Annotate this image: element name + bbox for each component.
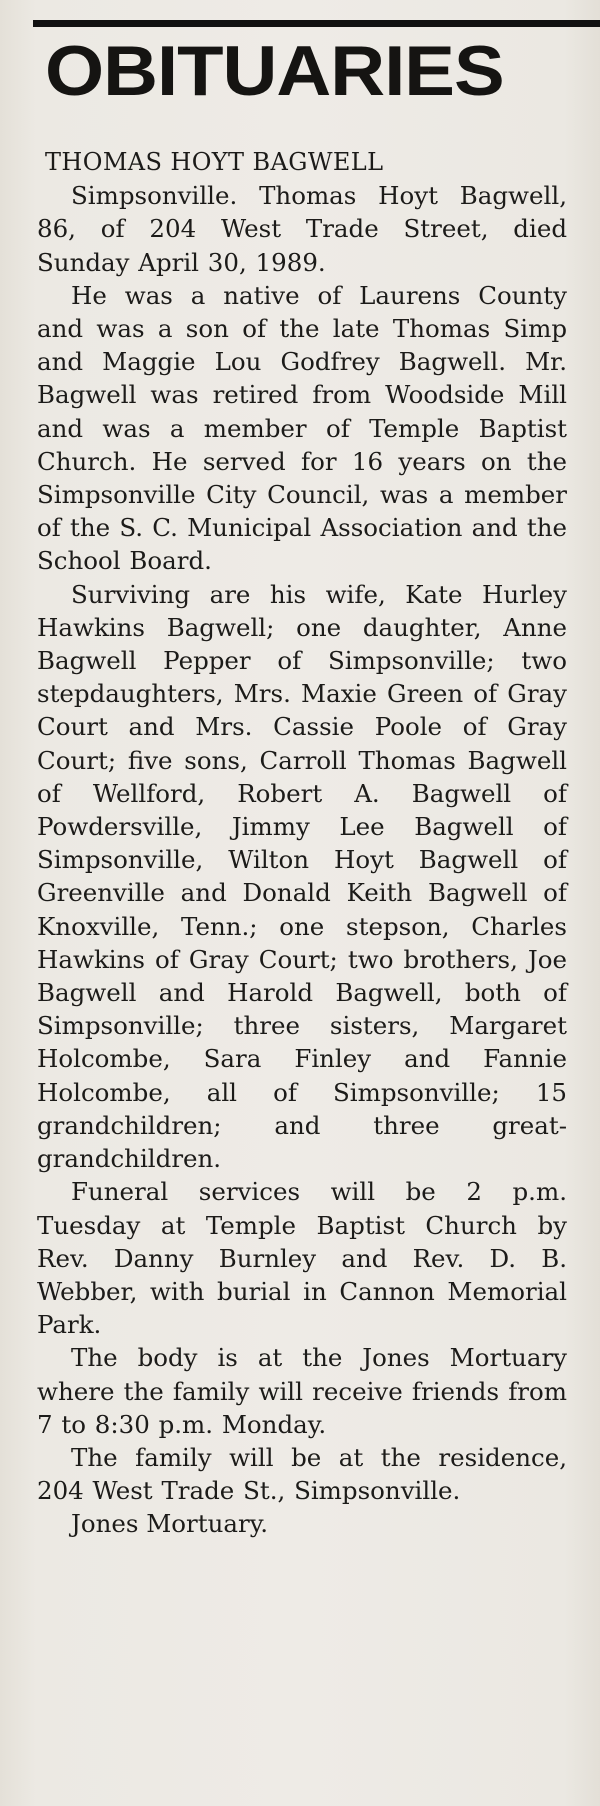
obituary-paragraph: Simpsonville. Thomas Hoyt Bagwell, 86, of 204 West Trade Street, died Sunday April 30, 1989. — [37, 181, 567, 277]
masthead-rule — [33, 20, 600, 27]
obituary-paragraph: The family will be at the residence, 204 West Trade St., Simpsonville. — [37, 1442, 567, 1506]
obituary-paragraph: He was a native of Laurens County and was a son of the late Thomas Simp and Maggie Lou Godfrey Bagwell. Mr. Bagwell was retired from Woodside Mill and was a member of Temple Baptist Church. He served for 16 years on the Simpsonville City Council, was a member of the S. C. Municipal Association and the School Board. — [37, 280, 567, 576]
deceased-name: THOMAS HOYT BAGWELL — [45, 148, 384, 176]
section-title: OBITUARIES — [45, 31, 504, 111]
obituary-paragraph: The body is at the Jones Mortuary where the family will receive friends from 7 to 8:30 p.m. Monday. — [37, 1343, 567, 1439]
obituary-paragraph: Funeral services will be 2 p.m. Tuesday at Temple Baptist Church by Rev. Danny Burnley and Rev. D. B. Webber, with burial in Cannon Memorial Park. — [37, 1177, 567, 1340]
mortuary-signature: Jones Mortuary. — [71, 1509, 269, 1539]
obituary-paragraph: Surviving are his wife, Kate Hurley Hawkins Bagwell; one daughter, Anne Bagwell Pepper of Simpsonville; two stepdaughters, Mrs. Maxie Green of Gray Court and Mrs. Cassie Poole of Gray Court; five sons, Carroll Thomas Bagwell of Wellford, Robert A. Bagwell of Powdersville, Jimmy Lee Bagwell of Simpsonville, Wilton Hoyt Bagwell of Greenville and Donald Keith Bagwell of Knoxville, Tenn.; one stepson, Charles Hawkins of Gray Court; two brothers, Joe Bagwell and Harold Bagwell, both of Simpsonville; three sisters, Margaret Holcombe, Sara Finley and Fannie Holcombe, all of Simpsonville; 15 grandchildren; and three great-grandchildren. — [37, 579, 567, 1174]
obituary-column — [37, 146, 567, 1541]
